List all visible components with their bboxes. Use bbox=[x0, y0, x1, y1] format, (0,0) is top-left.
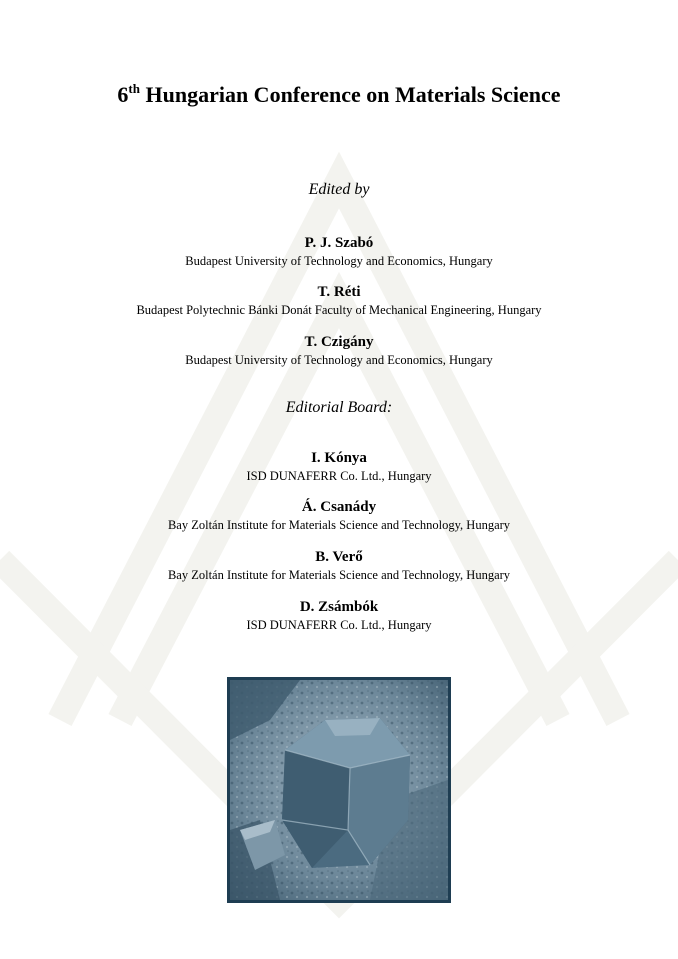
crystal-micrograph-image bbox=[230, 680, 448, 900]
board-member-name: D. Zsámbók bbox=[299, 599, 379, 615]
editor-name: T. Czigány bbox=[304, 334, 374, 350]
editor-name: P. J. Szabó bbox=[304, 235, 374, 251]
conference-title bbox=[0, 80, 678, 110]
editor-entry bbox=[0, 283, 678, 318]
editor-affiliation: Budapest University of Technology and Economics, Hungary bbox=[185, 254, 493, 268]
board-member-affiliation: ISD DUNAFERR Co. Ltd., Hungary bbox=[246, 618, 432, 632]
board-member-name: B. Verő bbox=[315, 549, 363, 565]
cover-image-frame bbox=[227, 677, 451, 903]
board-member-name: Á. Csanády bbox=[301, 499, 377, 515]
board-member-entry bbox=[0, 548, 678, 583]
editor-name: T. Réti bbox=[317, 284, 361, 300]
edited-by-label: Edited by bbox=[308, 181, 370, 198]
board-member-name: I. Kónya bbox=[311, 450, 367, 466]
board-member-entry bbox=[0, 449, 678, 484]
editor-affiliation: Budapest University of Technology and Economics, Hungary bbox=[185, 353, 493, 367]
board-member-entry bbox=[0, 598, 678, 633]
editor-entry bbox=[0, 234, 678, 269]
editorial-board-label: Editorial Board: bbox=[285, 399, 393, 416]
board-member-affiliation: ISD DUNAFERR Co. Ltd., Hungary bbox=[246, 469, 432, 483]
board-member-affiliation: Bay Zoltán Institute for Materials Science and Technology, Hungary bbox=[167, 518, 511, 532]
title-ordinal: 6 bbox=[117, 82, 129, 107]
editor-affiliation: Budapest Polytechnic Bánki Donát Faculty of Mechanical Engineering, Hungary bbox=[136, 303, 542, 317]
board-member-affiliation: Bay Zoltán Institute for Materials Science and Technology, Hungary bbox=[167, 568, 511, 582]
title-ordinal-suffix: th bbox=[128, 81, 140, 96]
board-member-entry bbox=[0, 498, 678, 533]
editor-entry bbox=[0, 333, 678, 368]
title-main: Hungarian Conference on Materials Science bbox=[145, 82, 561, 107]
